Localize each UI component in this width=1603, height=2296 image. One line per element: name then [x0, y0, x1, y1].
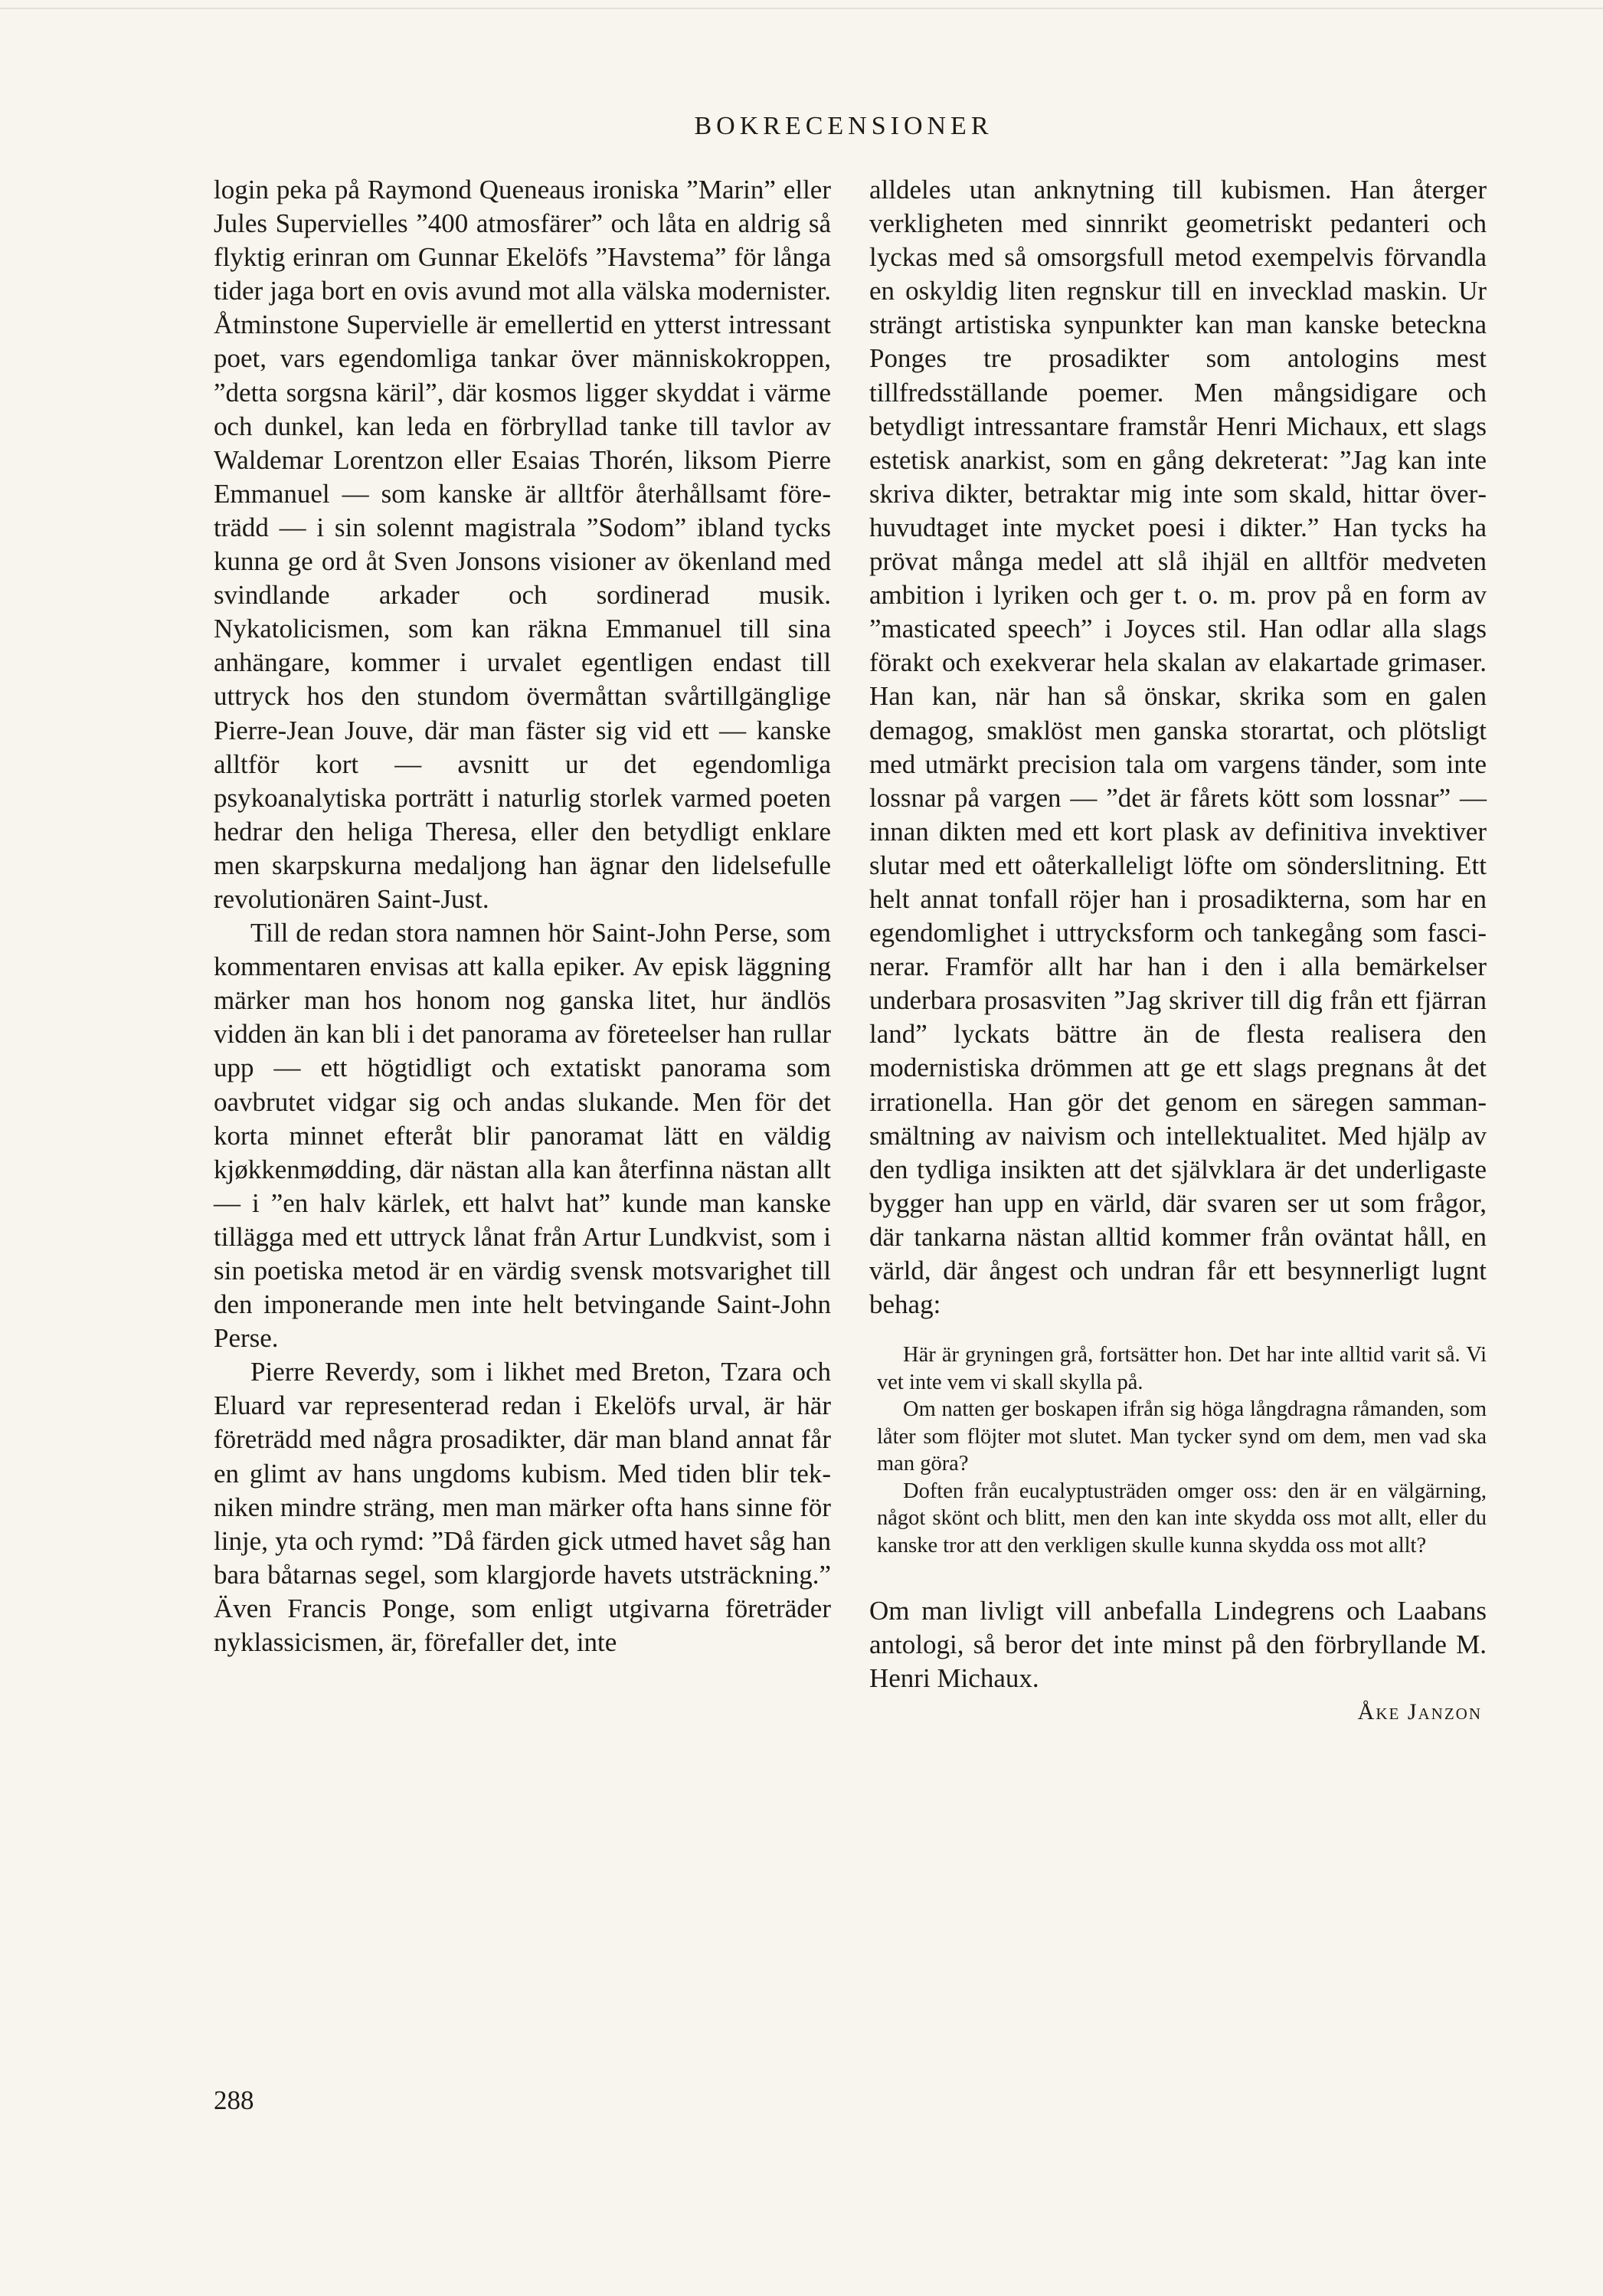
running-head: BOKRECENSIONER [694, 112, 993, 140]
quote-paragraph-3: Doften från eucalyptusträden omger oss: den är en välgärning, något skönt och blitt, men den kan inte skydda oss mot allt, eller du kanske tror att den verkligen skulle kunna skydda oss mot allt? [877, 1479, 1487, 1557]
right-column [869, 173, 1487, 1729]
left-column [214, 173, 831, 1659]
block-quote [869, 1341, 1487, 1559]
closing-paragraph: Om man livligt vill anbefalla Lindegrens och Laabans antologi, så beror det inte minst på den förbryllande M. Henri Michaux. [869, 1596, 1487, 1694]
top-edge-line [0, 8, 1603, 9]
left-paragraph-1: login peka på Raymond Queneaus ironiska ”Marin” eller Jules Supervielles ”400 atmosfärer” och låta en aldrig så flyktig erinran om Gunnar Ekelöfs ”Havstema” för långa tider jaga bort en ovis avund mot alla välska modernister. Åtminstone Supervielle är emellertid en ytterst intressant poet, vars egendomliga tankar över människokroppen, ”detta sorgsna käril”, där kosmos ligger skyddat i värme och dunkel, kan leda en förbryllad tanke till tavlor av Waldemar Lorentzon eller Esaias Thorén, liksom Pierre Emmanuel — som kanske är alltför återhållsamt företrädd — i sin solennt magistrala ”Sodom” ibland tycks kunna ge ord åt Sven Jonsons visioner av ökenland med svindlande arkader och sordinerad musik. Nykatolicismen, som kan räkna Emmanuel till sina anhängare, kommer i urvalet egentligen endast till uttryck hos den stundom övermåttan svårtillgänglige Pierre-Jean Jouve, där man fäster sig vid ett — kanske alltför kort — avsnitt ur det egendomliga psykoanalytiska porträtt i naturlig storlek varmed poeten hedrar den heliga Theresa, eller den betydligt enklare men skarpskurna medaljong han ägnar den lidelsefulle revolutionären Saint-Just. [214, 175, 831, 914]
author-signature: Åke Janzon [1357, 1699, 1482, 1725]
quote-paragraph-2: Om natten ger boskapen ifrån sig höga långdragna råmanden, som låter som flöjter mot slutet. Man tycker synd om dem, men vad ska man göra? [877, 1397, 1487, 1476]
right-paragraph-1: alldeles utan anknytning till kubismen. Han återger verkligheten med sinnrikt geometriskt pedanteri och lyckas med så omsorgsfull metod exempelvis förvandla en oskyldig liten regnskur till en invecklad maskin. Ur strängt artistiska synpunkter kan man kanske beteckna Ponges tre prosadikter som antologins mest tillfredsställande poemer. Men mångsidigare och betydligt intressantare framstår Henri Michaux, ett slags estetisk anarkist, som en gång dekreterat: ”Jag kan inte skriva dikter, betraktar mig inte som skald, hittar överhuvudtaget inte mycket poesi i dikter.” Han tycks ha prövat många medel att slå ihjäl en alltför medveten ambition i lyriken och ger t. o. m. prov på en form av ”masticated speech” i Joyces stil. Han odlar alla slags förakt och exekverar hela skalan av elakartade grimaser. Han kan, när han så önskar, skrika som en galen demagog, smaklöst men ganska storartat, och plötsligt med utmärkt precision tala om vargens tänder, som inte lossnar på vargen — ”det är fårets kött som lossnar” — innan dikten med ett kort plask av definitiva invektiver slutar med ett oåterkalleligt löfte om sönderslitning. Ett helt annat tonfall röjer han i prosadikterna, som har en egendomlighet i uttrycksform och tankegång som fascinerar. Framför allt har han i den i alla bemärkelser underbara prosasviten ”Jag skriver till dig från ett fjärran land” lyckats bättre än de flesta realisera den modernistiska drömmen att ge ett slags pregnans åt det irrationella. Han gör det genom en säregen sammansmältning av naivism och intellektualitet. Med hjälp av den tydliga insikten att det självklara är det underligaste bygger han upp en värld, där svaren ser ut som frågor, där tankarna nästan alltid kommer från oväntat håll, en värld, där ångest och undran får ett besynnerligt lugnt behag: [869, 175, 1487, 1320]
page-number: 288 [214, 2085, 254, 2115]
left-paragraph-2: Till de redan stora namnen hör Saint-John Perse, som kommentaren envisas att kalla epiker. Av episk läggning märker man hos honom nog ganska litet, hur ändlös vidden än kan bli i det panorama av företeelser han rullar upp — ett högtidligt och extatiskt panorama som oavbrutet vidgar sig och andas slukande. Men för det korta minnet efteråt blir panoramat lätt en väldig kjøkkenmødding, där nästan alla kan återfinna nästan allt — i ”en halv kärlek, ett halvt hat” kunde man kanske tillägga med ett uttryck lånat från Artur Lundkvist, som i sin poetiska metod är en värdig svensk motsvarighet till den imponerande men inte helt betvingande Saint-John Perse. [214, 918, 831, 1354]
quote-paragraph-1: Här är gryningen grå, fortsätter hon. Det har inte alltid varit så. Vi vet inte vem vi skall skylla på. [877, 1343, 1487, 1394]
left-paragraph-3: Pierre Reverdy, som i likhet med Breton, Tzara och Eluard var representerad redan i Ekelöfs urval, är här företrädd med några prosadikter, där man bland annat får en glimt av hans ungdoms kubism. Med tiden blir tekniken mindre sträng, men man märker ofta hans sinne för linje, yta och rymd: ”Då färden gick utmed havet såg han bara båtarnas segel, som klargjorde havets utsträckning.” Även Francis Ponge, som enligt utgivarna företräder nyklassicismen, är, förefaller det, inte [214, 1357, 831, 1658]
